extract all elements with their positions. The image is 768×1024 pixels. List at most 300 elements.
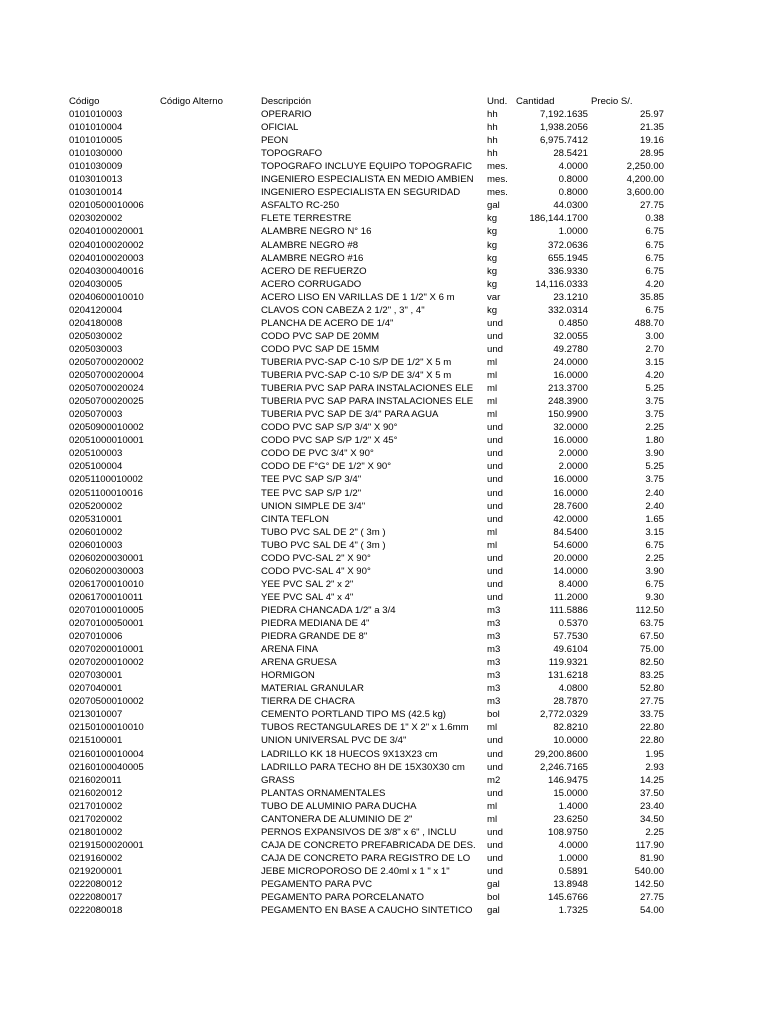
cell-codigo: 02160100040005 <box>69 761 144 773</box>
cell-precio: 117.90 <box>635 839 664 851</box>
table-row <box>0 369 768 382</box>
table-row <box>0 460 768 473</box>
cell-cantidad: 332.0314 <box>547 304 588 316</box>
cell-codigo: 0204180008 <box>69 317 123 329</box>
cell-codigo: 02040100020002 <box>69 239 144 251</box>
cell-cantidad: 84.5400 <box>553 526 588 538</box>
cell-precio: 81.90 <box>639 852 664 864</box>
cell-cantidad: 150.9900 <box>547 409 588 421</box>
cell-cantidad: 15.0000 <box>553 787 588 799</box>
cell-precio: 6.75 <box>645 304 664 316</box>
cell-unidad: und <box>487 552 504 564</box>
cell-descripcion: ALAMBRE NEGRO #16 <box>261 252 364 264</box>
cell-unidad: m3 <box>487 696 501 708</box>
cell-unidad: hh <box>487 122 498 133</box>
cell-cantidad: 32.0055 <box>553 330 588 342</box>
cell-codigo: 0205100003 <box>69 448 123 460</box>
cell-cantidad: 0.8000 <box>558 174 588 186</box>
cell-cantidad: 248.3900 <box>547 396 588 408</box>
cell-descripcion: CODO PVC SAP DE 20MM <box>261 330 380 342</box>
cell-unidad: mes. <box>487 161 508 173</box>
cell-descripcion: ARENA GRUESA <box>261 657 337 669</box>
cell-descripcion: PIEDRA CHANCADA 1/2" a 3/4 <box>261 604 396 616</box>
cell-descripcion: CODO DE F°G° DE 1/2" X 90° <box>261 461 392 473</box>
cell-precio: 63.75 <box>639 618 664 629</box>
table-row <box>0 304 768 317</box>
cell-unidad: und <box>487 422 504 434</box>
cell-precio: 3.15 <box>645 357 664 368</box>
cell-codigo: 02060200030001 <box>69 552 144 564</box>
cell-unidad: und <box>487 317 504 329</box>
cell-unidad: und <box>487 761 504 773</box>
cell-precio: 25.97 <box>639 109 664 120</box>
cell-precio: 52.80 <box>639 683 664 695</box>
cell-descripcion: ARENA FINA <box>261 644 319 656</box>
cell-precio: 28.95 <box>639 148 664 160</box>
cell-cantidad: 0.4850 <box>558 317 588 329</box>
cell-codigo: 0217020002 <box>69 813 123 825</box>
table-row <box>0 330 768 343</box>
cell-unidad: ml <box>487 409 498 421</box>
cell-unidad: und <box>487 565 504 577</box>
cell-descripcion: TOPOGRAFO <box>261 148 323 160</box>
cell-precio: 2.25 <box>645 826 664 838</box>
cell-precio: 4.20 <box>645 278 664 290</box>
table-row <box>0 800 768 813</box>
cell-cantidad: 2.0000 <box>558 448 588 460</box>
cell-cantidad: 32.0000 <box>553 422 588 434</box>
cell-unidad: m3 <box>487 644 501 656</box>
cell-codigo: 02150100010010 <box>69 722 144 734</box>
cell-descripcion: CODO PVC SAP DE 15MM <box>261 343 380 355</box>
cell-precio: 488.70 <box>634 317 664 329</box>
cell-unidad: und <box>487 865 504 877</box>
cell-unidad: hh <box>487 109 498 120</box>
cell-precio: 6.75 <box>645 226 664 238</box>
table-row <box>0 695 768 708</box>
cell-codigo: 0207030001 <box>69 670 123 682</box>
cell-descripcion: TUBOS RECTANGULARES DE 1" X 2" x 1.6mm <box>261 722 469 734</box>
cell-cantidad: 2.0000 <box>558 461 588 473</box>
cell-unidad: bol <box>487 892 500 903</box>
table-row <box>0 252 768 265</box>
table-row <box>0 317 768 330</box>
cell-descripcion: TEE PVC SAP S/P 1/2" <box>261 487 362 499</box>
cell-codigo: 02050900010002 <box>69 422 144 434</box>
cell-unidad: hh <box>487 148 498 160</box>
cell-descripcion: PIEDRA MEDIANA DE 4" <box>261 618 370 629</box>
cell-unidad: und <box>487 500 504 512</box>
cell-descripcion: TUBO DE ALUMINIO PARA DUCHA <box>261 800 417 812</box>
cell-descripcion: ASFALTO RC-250 <box>261 200 340 212</box>
cell-descripcion: PEON <box>261 135 289 147</box>
cell-cantidad: 44.0300 <box>553 200 588 212</box>
cell-descripcion: CEMENTO PORTLAND TIPO MS (42.5 kg) <box>261 709 446 721</box>
cell-unidad: kg <box>487 278 498 290</box>
cell-precio: 23.40 <box>639 800 664 812</box>
cell-cantidad: 24.0000 <box>553 357 588 368</box>
cell-precio: 6.75 <box>645 265 664 277</box>
cell-precio: 83.25 <box>639 670 664 682</box>
cell-descripcion: CODO PVC SAP S/P 3/4" X 90° <box>261 422 398 434</box>
cell-descripcion: PEGAMENTO PARA PORCELANATO <box>261 892 424 903</box>
cell-cantidad: 145.6766 <box>547 892 588 903</box>
cell-codigo: 0206010002 <box>69 526 123 538</box>
cell-cantidad: 20.0000 <box>553 552 588 564</box>
cell-unidad: ml <box>487 539 498 551</box>
cell-descripcion: TIERRA DE CHACRA <box>261 696 355 708</box>
cell-codigo: 0101010005 <box>69 135 123 147</box>
cell-precio: 6.75 <box>645 539 664 551</box>
cell-precio: 82.50 <box>639 657 664 669</box>
table-row <box>0 617 768 630</box>
cell-codigo: 02070100050001 <box>69 618 144 629</box>
cell-codigo: 0219200001 <box>69 865 123 877</box>
table-row <box>0 173 768 186</box>
cell-cantidad: 0.5370 <box>558 618 588 629</box>
cell-precio: 3.90 <box>645 448 664 460</box>
cell-cantidad: 4.0000 <box>558 161 588 173</box>
table-row <box>0 108 768 121</box>
cell-cantidad: 131.6218 <box>547 670 588 682</box>
cell-unidad: kg <box>487 265 498 277</box>
cell-cantidad: 29,200.8600 <box>534 748 588 760</box>
cell-unidad: und <box>487 787 504 799</box>
cell-codigo: 0205030002 <box>69 330 123 342</box>
cell-precio: 0.38 <box>645 213 664 225</box>
cell-codigo: 02061700010011 <box>69 591 143 603</box>
cell-precio: 2.93 <box>645 761 664 773</box>
table-row <box>0 552 768 565</box>
cell-unidad: kg <box>487 252 498 264</box>
table-row <box>0 186 768 199</box>
cell-cantidad: 7,192.1635 <box>539 109 588 120</box>
table-row <box>0 761 768 774</box>
cell-unidad: m3 <box>487 604 501 616</box>
cell-precio: 14.25 <box>639 774 664 786</box>
cell-cantidad: 49.2780 <box>553 343 588 355</box>
table-row <box>0 513 768 526</box>
cell-codigo: 0207010006 <box>69 631 123 642</box>
table-row <box>0 291 768 304</box>
cell-unidad: und <box>487 852 504 864</box>
cell-precio: 5.25 <box>645 383 664 395</box>
table-row <box>0 682 768 695</box>
cell-codigo: 0101030000 <box>69 148 123 160</box>
cell-unidad: und <box>487 487 504 499</box>
table-row <box>0 630 768 643</box>
cell-descripcion: CINTA TEFLON <box>261 513 329 525</box>
cell-codigo: 0205200002 <box>69 500 123 512</box>
cell-codigo: 0206010003 <box>69 539 123 551</box>
table-row <box>0 774 768 787</box>
cell-descripcion: TUBERIA PVC-SAP C-10 S/P DE 3/4" X 5 m <box>261 370 452 381</box>
cell-descripcion: OFICIAL <box>261 122 299 133</box>
cell-descripcion: CODO PVC-SAL 4" X 90° <box>261 565 371 577</box>
cell-unidad: und <box>487 748 504 760</box>
table-row <box>0 721 768 734</box>
cell-precio: 5.25 <box>645 461 664 473</box>
cell-unidad: ml <box>487 800 498 812</box>
cell-descripcion: CODO DE PVC 3/4" X 90° <box>261 448 374 460</box>
header-precio: Precio S/. <box>591 96 633 107</box>
cell-codigo: 0204120004 <box>69 304 123 316</box>
cell-cantidad: 13.8948 <box>553 879 588 890</box>
cell-precio: 2,250.00 <box>626 161 664 173</box>
table-row <box>0 526 768 539</box>
cell-unidad: ml <box>487 396 498 408</box>
cell-unidad: kg <box>487 239 498 251</box>
cell-codigo: 0213010007 <box>69 709 123 721</box>
cell-unidad: und <box>487 448 504 460</box>
table-row <box>0 134 768 147</box>
header-codigo-alterno: Código Alterno <box>160 96 223 107</box>
cell-cantidad: 372.0636 <box>547 239 588 251</box>
table-row <box>0 813 768 826</box>
cell-precio: 3.75 <box>645 396 664 408</box>
cell-precio: 27.75 <box>639 892 664 903</box>
cell-precio: 21.35 <box>639 122 664 133</box>
cell-codigo: 02010500010006 <box>69 200 144 212</box>
table-row <box>0 408 768 421</box>
cell-codigo: 02050700020024 <box>69 383 144 395</box>
cell-cantidad: 1.7325 <box>558 905 588 917</box>
cell-precio: 3,600.00 <box>626 187 664 199</box>
cell-cantidad: 14.0000 <box>553 565 588 577</box>
cell-precio: 35.85 <box>639 291 664 303</box>
cell-precio: 67.50 <box>639 631 664 642</box>
cell-cantidad: 146.9475 <box>547 774 588 786</box>
cell-cantidad: 1.4000 <box>558 800 588 812</box>
table-row <box>0 265 768 278</box>
cell-descripcion: ACERO LISO EN VARILLAS DE 1 1/2" X 6 m <box>261 291 455 303</box>
cell-precio: 1.65 <box>645 513 664 525</box>
table-row <box>0 356 768 369</box>
header-unidad: Und. <box>487 96 508 107</box>
cell-cantidad: 42.0000 <box>553 513 588 525</box>
table-row <box>0 225 768 238</box>
cell-unidad: kg <box>487 304 498 316</box>
cell-descripcion: CODO PVC-SAL 2" X 90° <box>261 552 371 564</box>
cell-unidad: ml <box>487 370 498 381</box>
table-row <box>0 199 768 212</box>
cell-codigo: 0204030005 <box>69 278 123 290</box>
cell-descripcion: CANTONERA DE ALUMINIO DE 2" <box>261 813 413 825</box>
cell-descripcion: CAJA DE CONCRETO PREFABRICADA DE DES. <box>261 839 476 851</box>
cell-cantidad: 186,144.1700 <box>529 213 588 225</box>
table-row <box>0 565 768 578</box>
cell-codigo: 02050700020004 <box>69 370 144 381</box>
cell-precio: 112.50 <box>635 604 664 616</box>
cell-codigo: 0218010002 <box>69 826 123 838</box>
cell-descripcion: PLANCHA DE ACERO DE 1/4" <box>261 317 394 329</box>
cell-cantidad: 213.3700 <box>547 383 588 395</box>
table-row <box>0 591 768 604</box>
cell-unidad: und <box>487 735 504 747</box>
table-row <box>0 826 768 839</box>
cell-descripcion: INGENIERO ESPECIALISTA EN MEDIO AMBIEN <box>261 174 474 186</box>
cell-cantidad: 655.1945 <box>547 252 588 264</box>
table-row <box>0 787 768 800</box>
table-row <box>0 500 768 513</box>
table-row <box>0 708 768 721</box>
cell-unidad: und <box>487 826 504 838</box>
table-row <box>0 734 768 747</box>
cell-descripcion: CAJA DE CONCRETO PARA REGISTRO DE LO <box>261 852 471 864</box>
cell-precio: 1.95 <box>645 748 664 760</box>
cell-codigo: 02040300040016 <box>69 265 144 277</box>
cell-codigo: 0203020002 <box>69 213 123 225</box>
cell-unidad: und <box>487 474 504 486</box>
cell-cantidad: 14,116.0333 <box>535 278 588 290</box>
cell-cantidad: 336.9330 <box>547 265 588 277</box>
cell-precio: 9.30 <box>645 591 664 603</box>
cell-cantidad: 16.0000 <box>553 435 588 447</box>
cell-precio: 19.16 <box>639 135 664 147</box>
cell-cantidad: 111.5886 <box>549 604 588 616</box>
table-row <box>0 343 768 356</box>
cell-cantidad: 57.7530 <box>553 631 588 642</box>
cell-cantidad: 6,975.7412 <box>539 135 588 147</box>
cell-codigo: 0222080012 <box>69 879 123 890</box>
cell-cantidad: 28.7600 <box>553 500 588 512</box>
cell-precio: 3.75 <box>645 474 664 486</box>
cell-codigo: 02040600010010 <box>69 291 144 303</box>
cell-precio: 22.80 <box>639 722 664 734</box>
cell-cantidad: 1.0000 <box>558 226 588 238</box>
cell-codigo: 02050700020025 <box>69 396 144 408</box>
cell-unidad: und <box>487 330 504 342</box>
cell-codigo: 0101010003 <box>69 109 123 120</box>
cell-unidad: gal <box>487 200 500 212</box>
cell-unidad: ml <box>487 383 498 395</box>
cell-unidad: und <box>487 435 504 447</box>
cell-descripcion: TUBO PVC SAL DE 4" ( 3m ) <box>261 539 386 551</box>
cell-precio: 4.20 <box>645 370 664 381</box>
cell-descripcion: TUBERIA PVC SAP DE 3/4" PARA AGUA <box>261 409 439 421</box>
header-codigo: Código <box>69 96 100 107</box>
cell-precio: 34.50 <box>639 813 664 825</box>
cell-unidad: und <box>487 513 504 525</box>
cell-cantidad: 4.0000 <box>558 839 588 851</box>
cell-codigo: 0222080018 <box>69 905 123 917</box>
cell-cantidad: 2,246.7165 <box>539 761 588 773</box>
cell-precio: 3.15 <box>645 526 664 538</box>
cell-unidad: mes. <box>487 187 508 199</box>
cell-descripcion: PEGAMENTO PARA PVC <box>261 879 373 890</box>
cell-codigo: 02070200010002 <box>69 657 144 669</box>
cell-cantidad: 49.6104 <box>553 644 588 656</box>
cell-precio: 22.80 <box>639 735 664 747</box>
table-header <box>0 95 768 108</box>
table-row <box>0 382 768 395</box>
cell-cantidad: 10.0000 <box>553 735 588 747</box>
cell-unidad: m3 <box>487 670 501 682</box>
cell-cantidad: 28.5421 <box>553 148 588 160</box>
cell-cantidad: 1,938.2056 <box>539 122 588 133</box>
cell-precio: 37.50 <box>639 787 664 799</box>
cell-precio: 1.80 <box>645 435 664 447</box>
cell-unidad: bol <box>487 709 500 721</box>
cell-codigo: 0103010013 <box>69 174 123 186</box>
cell-descripcion: YEE PVC SAL 4" x 4" <box>261 591 354 603</box>
cell-unidad: und <box>487 461 504 473</box>
cell-cantidad: 0.5891 <box>558 865 588 877</box>
cell-descripcion: HORMIGON <box>261 670 315 682</box>
cell-precio: 3.00 <box>645 330 664 342</box>
cell-precio: 6.75 <box>645 239 664 251</box>
cell-cantidad: 23.6250 <box>553 813 588 825</box>
table-row <box>0 643 768 656</box>
cell-cantidad: 54.6000 <box>553 539 588 551</box>
table-row <box>0 904 768 917</box>
cell-codigo: 0205070003 <box>69 409 123 421</box>
cell-codigo: 02160100010004 <box>69 748 144 760</box>
cell-descripcion: ACERO CORRUGADO <box>261 278 362 290</box>
cell-codigo: 0101010004 <box>69 122 123 133</box>
cell-cantidad: 11.2000 <box>554 591 588 603</box>
cell-cantidad: 16.0000 <box>553 370 588 381</box>
cell-unidad: mes. <box>487 174 508 186</box>
cell-unidad: und <box>487 591 504 603</box>
cell-codigo: 02051100010002 <box>69 474 143 486</box>
cell-precio: 4,200.00 <box>626 174 664 186</box>
cell-descripcion: GRASS <box>261 774 295 786</box>
cell-unidad: ml <box>487 722 498 734</box>
cell-precio: 33.75 <box>639 709 664 721</box>
cell-unidad: ml <box>487 813 498 825</box>
cell-cantidad: 23.1210 <box>553 291 588 303</box>
cell-descripcion: OPERARIO <box>261 109 312 120</box>
cell-codigo: 0207040001 <box>69 683 123 695</box>
cell-cantidad: 108.9750 <box>547 826 588 838</box>
cell-cantidad: 8.4000 <box>558 578 588 590</box>
cell-precio: 3.75 <box>645 409 664 421</box>
cell-codigo: 02070100010005 <box>69 604 144 616</box>
table-row <box>0 839 768 852</box>
cell-codigo: 02070500010002 <box>69 696 144 708</box>
cell-unidad: m3 <box>487 683 501 695</box>
cell-descripcion: TEE PVC SAP S/P 3/4" <box>261 474 362 486</box>
cell-codigo: 0216020011 <box>69 774 122 786</box>
cell-unidad: hh <box>487 135 498 147</box>
cell-codigo: 02191500020001 <box>69 839 144 851</box>
cell-unidad: und <box>487 343 504 355</box>
cell-descripcion: PERNOS EXPANSIVOS DE 3/8" x 6" , INCLU <box>261 826 457 838</box>
cell-codigo: 02040100020001 <box>69 226 144 238</box>
cell-unidad: ml <box>487 357 498 368</box>
cell-descripcion: PLANTAS ORNAMENTALES <box>261 787 386 799</box>
cell-unidad: m3 <box>487 631 501 642</box>
cell-precio: 3.90 <box>645 565 664 577</box>
header-descripcion: Descripción <box>261 96 312 107</box>
cell-codigo: 02060200030003 <box>69 565 144 577</box>
table-row <box>0 395 768 408</box>
cell-unidad: m3 <box>487 618 501 629</box>
cell-descripcion: JEBE MICROPOROSO DE 2.40ml x 1 " x 1" <box>261 865 450 877</box>
cell-precio: 6.75 <box>645 252 664 264</box>
table-row <box>0 434 768 447</box>
cell-precio: 54.00 <box>639 905 664 917</box>
cell-precio: 75.00 <box>639 644 664 656</box>
cell-codigo: 02051100010016 <box>69 487 143 499</box>
table-row <box>0 578 768 591</box>
cell-codigo: 0217010002 <box>69 800 123 812</box>
table-row <box>0 212 768 225</box>
cell-descripcion: CLAVOS CON CABEZA 2 1/2" , 3" , 4" <box>261 304 425 316</box>
cell-precio: 2.40 <box>645 487 664 499</box>
cell-descripcion: CODO PVC SAP S/P 1/2" X 45° <box>261 435 398 447</box>
